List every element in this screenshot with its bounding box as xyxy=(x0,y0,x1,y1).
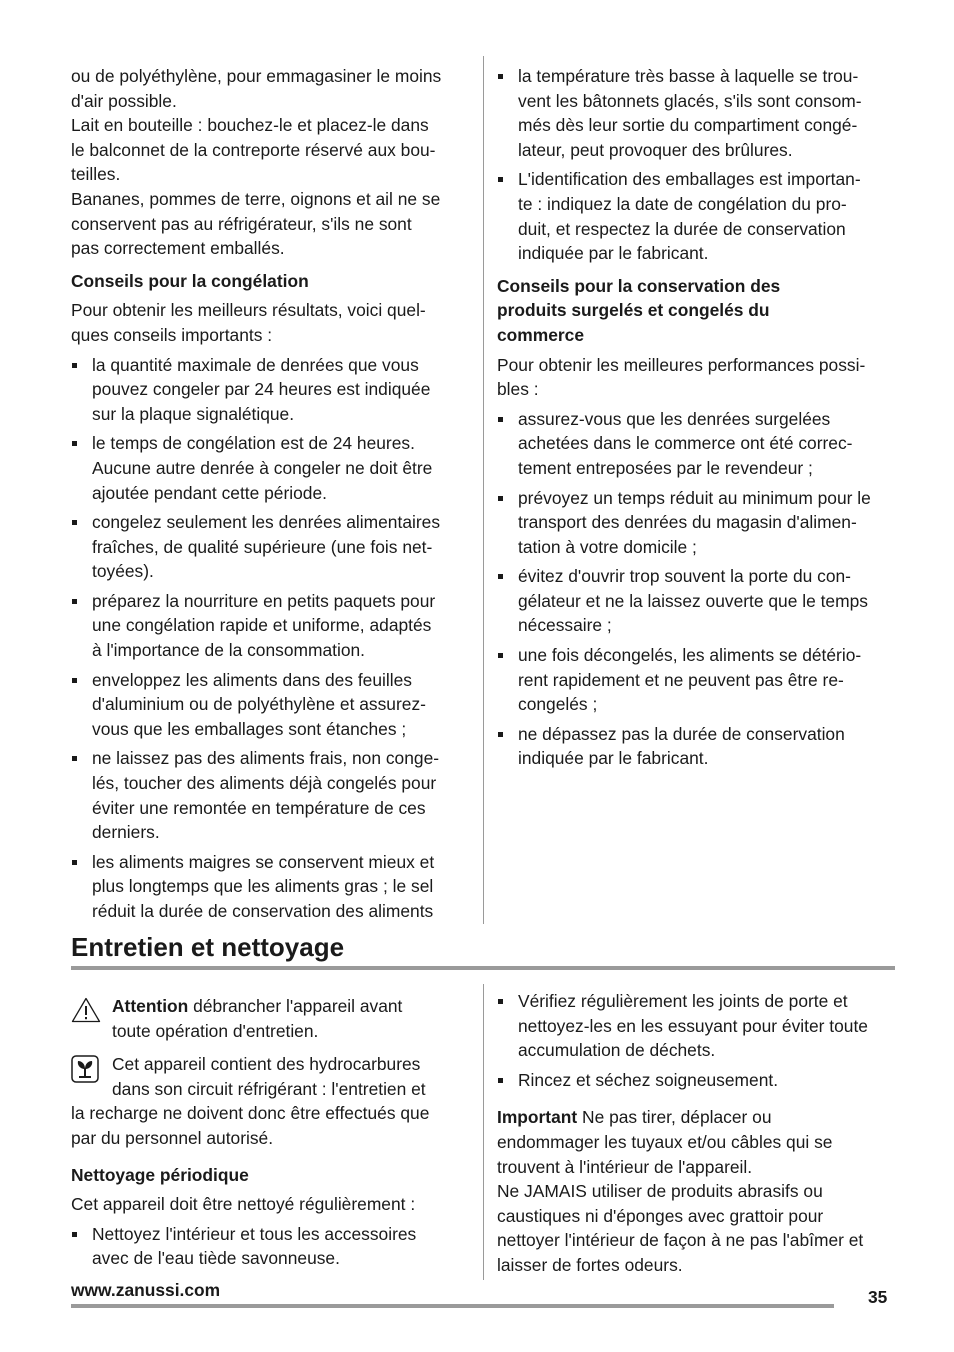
text-line: indiquée par le fabricant. xyxy=(518,748,709,769)
list-item xyxy=(497,407,907,481)
list-item xyxy=(497,1068,907,1093)
text-line: les aliments maigres se conservent mieux et xyxy=(92,851,435,872)
list-item xyxy=(71,353,471,427)
list-item xyxy=(71,510,471,584)
text-line: pouvez congeler par 24 heures est indiquée xyxy=(92,379,431,400)
text-line: achetées dans le commerce ont été correc- xyxy=(518,433,853,454)
top-left-column xyxy=(71,64,471,924)
hydrocarbon-icon xyxy=(71,1055,99,1090)
text-line: une fois décongelés, les aliments se détério- xyxy=(518,645,862,666)
text-line: Ne pas tirer, déplacer ou xyxy=(577,1107,772,1128)
periodic-cleaning-intro: Cet appareil doit être nettoyé régulièrement : xyxy=(71,1194,416,1215)
text-line: Vérifiez régulièrement les joints de porte et xyxy=(518,991,848,1011)
text-line: bles : xyxy=(497,379,539,400)
text-line: plus longtemps que les aliments gras ; le sel xyxy=(92,876,434,897)
text-line: ques conseils importants : xyxy=(71,324,273,345)
freezing-tips-list xyxy=(71,353,471,924)
text-line: conservent pas au réfrigérateur, s'ils ne sont xyxy=(71,213,412,234)
periodic-cleaning-heading: Nettoyage périodique xyxy=(71,1164,249,1185)
text-line: Ne JAMAIS utiliser de produits abrasifs ou xyxy=(497,1181,823,1202)
text-line: débrancher l'appareil avant xyxy=(188,996,403,1016)
text-line: derniers. xyxy=(92,822,160,843)
text-line: Conseils pour la conservation des xyxy=(497,275,781,296)
text-line: ne dépassez pas la durée de conservation xyxy=(518,723,845,744)
list-item xyxy=(71,668,471,742)
freezing-tips-heading: Conseils pour la congélation xyxy=(71,270,309,291)
text-line: produits surgelés et congelés du xyxy=(497,300,770,321)
text-line: Rincez et séchez soigneusement. xyxy=(518,1069,779,1090)
text-line: tation à votre domicile ; xyxy=(518,536,697,557)
text-line: la température très basse à laquelle se trou- xyxy=(518,66,859,86)
list-item xyxy=(497,989,907,1063)
text-line: Pour obtenir les meilleures performances possi- xyxy=(497,354,866,375)
text-line: trouvent à l'intérieur de l'appareil. xyxy=(497,1156,753,1177)
text-line: vent les bâtonnets glacés, s'ils sont consom- xyxy=(518,90,862,111)
hydrocarbon-note xyxy=(71,1052,471,1150)
text-line: le temps de congélation est de 24 heures. xyxy=(92,433,415,454)
freezing-tips-list-continued xyxy=(497,64,907,266)
text-line: prévoyez un temps réduit au minimum pour le xyxy=(518,487,871,508)
footer-rule xyxy=(71,1304,834,1308)
periodic-cleaning-list xyxy=(71,1222,471,1271)
text-line: duit, et respectez la durée de conservation xyxy=(518,218,846,239)
section-title: Entretien et nettoyage xyxy=(71,932,345,962)
text-line: indiquée par le fabricant. xyxy=(518,243,709,264)
text-line: à l'importance de la consommation. xyxy=(92,640,366,661)
text-line: sur la plaque signalétique. xyxy=(92,403,295,424)
text-line: dans son circuit réfrigérant : l'entretien et xyxy=(112,1078,426,1099)
freezing-tips-intro xyxy=(71,298,471,347)
text-line: rent rapidement et ne peuvent pas être re- xyxy=(518,669,844,690)
text-line: lés, toucher des aliments déjà congelés pour xyxy=(92,773,437,794)
frozen-storage-heading xyxy=(497,274,907,348)
text-line: Aucune autre denrée à congeler ne doit être xyxy=(92,457,433,478)
text-line: enveloppez les aliments dans des feuilles xyxy=(92,669,412,690)
text-line: assurez-vous que les denrées surgelées xyxy=(518,408,831,429)
text-line: més dès leur sortie du compartiment congé- xyxy=(518,115,858,136)
list-item xyxy=(497,486,907,560)
text-line: L'identification des emballages est importan- xyxy=(518,169,861,190)
frozen-storage-intro xyxy=(497,353,907,402)
list-item xyxy=(71,746,471,844)
list-item xyxy=(71,1222,471,1271)
text-line: gélateur et ne la laissez ouverte que le temps xyxy=(518,590,868,611)
text-line: par du personnel autorisé. xyxy=(71,1127,274,1148)
cleaning-list-continued xyxy=(497,989,907,1092)
text-line: tement entreposées par le revendeur ; xyxy=(518,457,813,478)
column-divider-bottom xyxy=(483,984,484,1280)
text-line: la recharge ne doivent donc être effectués que xyxy=(71,1103,430,1124)
text-line: toute opération d'entretien. xyxy=(112,1020,319,1041)
text-line: avec de l'eau tiède savonneuse. xyxy=(92,1248,340,1269)
list-item xyxy=(497,64,907,162)
text-line: pas correctement emballés. xyxy=(71,238,285,259)
list-item xyxy=(497,167,907,265)
bottom-right-column xyxy=(497,989,907,1278)
bottom-left-column xyxy=(71,994,471,1271)
text-line: congelés ; xyxy=(518,694,598,715)
text-line: teilles. xyxy=(71,164,121,185)
text-line: laisser de fortes odeurs. xyxy=(497,1254,683,1275)
intro-paragraph xyxy=(71,64,471,261)
attention-label: Attention xyxy=(112,996,189,1016)
text-line: fraîches, de qualité supérieure (une fois net- xyxy=(92,536,433,557)
list-item xyxy=(497,643,907,717)
text-line: accumulation de déchets. xyxy=(518,1040,716,1061)
footer-url[interactable]: www.zanussi.com xyxy=(71,1280,221,1300)
text-line: éviter une remontée en température de ces xyxy=(92,797,426,818)
important-note xyxy=(497,1105,907,1277)
text-line: transport des denrées du magasin d'alimen- xyxy=(518,512,857,533)
text-line: congelez seulement les denrées alimentaires xyxy=(92,512,441,533)
text-line: ou de polyéthylène, pour emmagasiner le moins xyxy=(71,66,442,86)
page-number: 35 xyxy=(868,1287,888,1307)
text-line: nettoyer l'intérieur de façon à ne pas l'abîmer et xyxy=(497,1230,864,1251)
list-item xyxy=(71,589,471,663)
text-line: réduit la durée de conservation des aliments xyxy=(92,901,434,921)
text-line: lateur, peut provoquer des brûlures. xyxy=(518,139,793,160)
text-line: Bananes, pommes de terre, oignons et ail ne se xyxy=(71,188,441,209)
warning-triangle-icon xyxy=(71,997,101,1030)
list-item xyxy=(497,564,907,638)
text-line: préparez la nourriture en petits paquets pour xyxy=(92,590,436,611)
text-line: d'aluminium ou de polyéthylène et assurez- xyxy=(92,694,426,715)
list-item xyxy=(71,850,471,924)
text-line: nécessaire ; xyxy=(518,615,612,636)
text-line: une congélation rapide et uniforme, adaptés xyxy=(92,615,432,636)
text-line: caustiques ni d'éponges avec grattoir pour xyxy=(497,1205,824,1226)
attention-note xyxy=(71,994,471,1043)
frozen-storage-list xyxy=(497,407,907,771)
column-divider-top xyxy=(483,56,484,924)
text-line: commerce xyxy=(497,324,585,345)
important-label: Important xyxy=(497,1107,578,1128)
text-line: nettoyez-les en les essuyant pour éviter toute xyxy=(518,1015,868,1036)
text-line: Nettoyez l'intérieur et tous les accessoires xyxy=(92,1223,417,1244)
text-line: Cet appareil contient des hydrocarbures xyxy=(112,1054,421,1075)
text-line: le balconnet de la contreporte réservé aux bou- xyxy=(71,139,436,160)
text-line: te : indiquez la date de congélation du pro- xyxy=(518,193,847,214)
list-item xyxy=(71,431,471,505)
text-line: ne laissez pas des aliments frais, non conge- xyxy=(92,748,440,769)
text-line: toyées). xyxy=(92,561,154,582)
text-line: d'air possible. xyxy=(71,90,177,111)
list-item xyxy=(497,722,907,771)
text-line: Lait en bouteille : bouchez-le et placez-le dans xyxy=(71,115,429,136)
top-right-column xyxy=(497,64,907,771)
text-line: ajoutée pendant cette période. xyxy=(92,482,327,503)
text-line: évitez d'ouvrir trop souvent la porte du con- xyxy=(518,566,851,587)
section-rule xyxy=(71,966,895,970)
text-line: vous que les emballages sont étanches ; xyxy=(92,718,407,739)
text-line: Pour obtenir les meilleurs résultats, voici quel- xyxy=(71,300,426,321)
text-line: endommager les tuyaux et/ou câbles qui se xyxy=(497,1131,833,1152)
text-line: la quantité maximale de denrées que vous xyxy=(92,354,419,375)
